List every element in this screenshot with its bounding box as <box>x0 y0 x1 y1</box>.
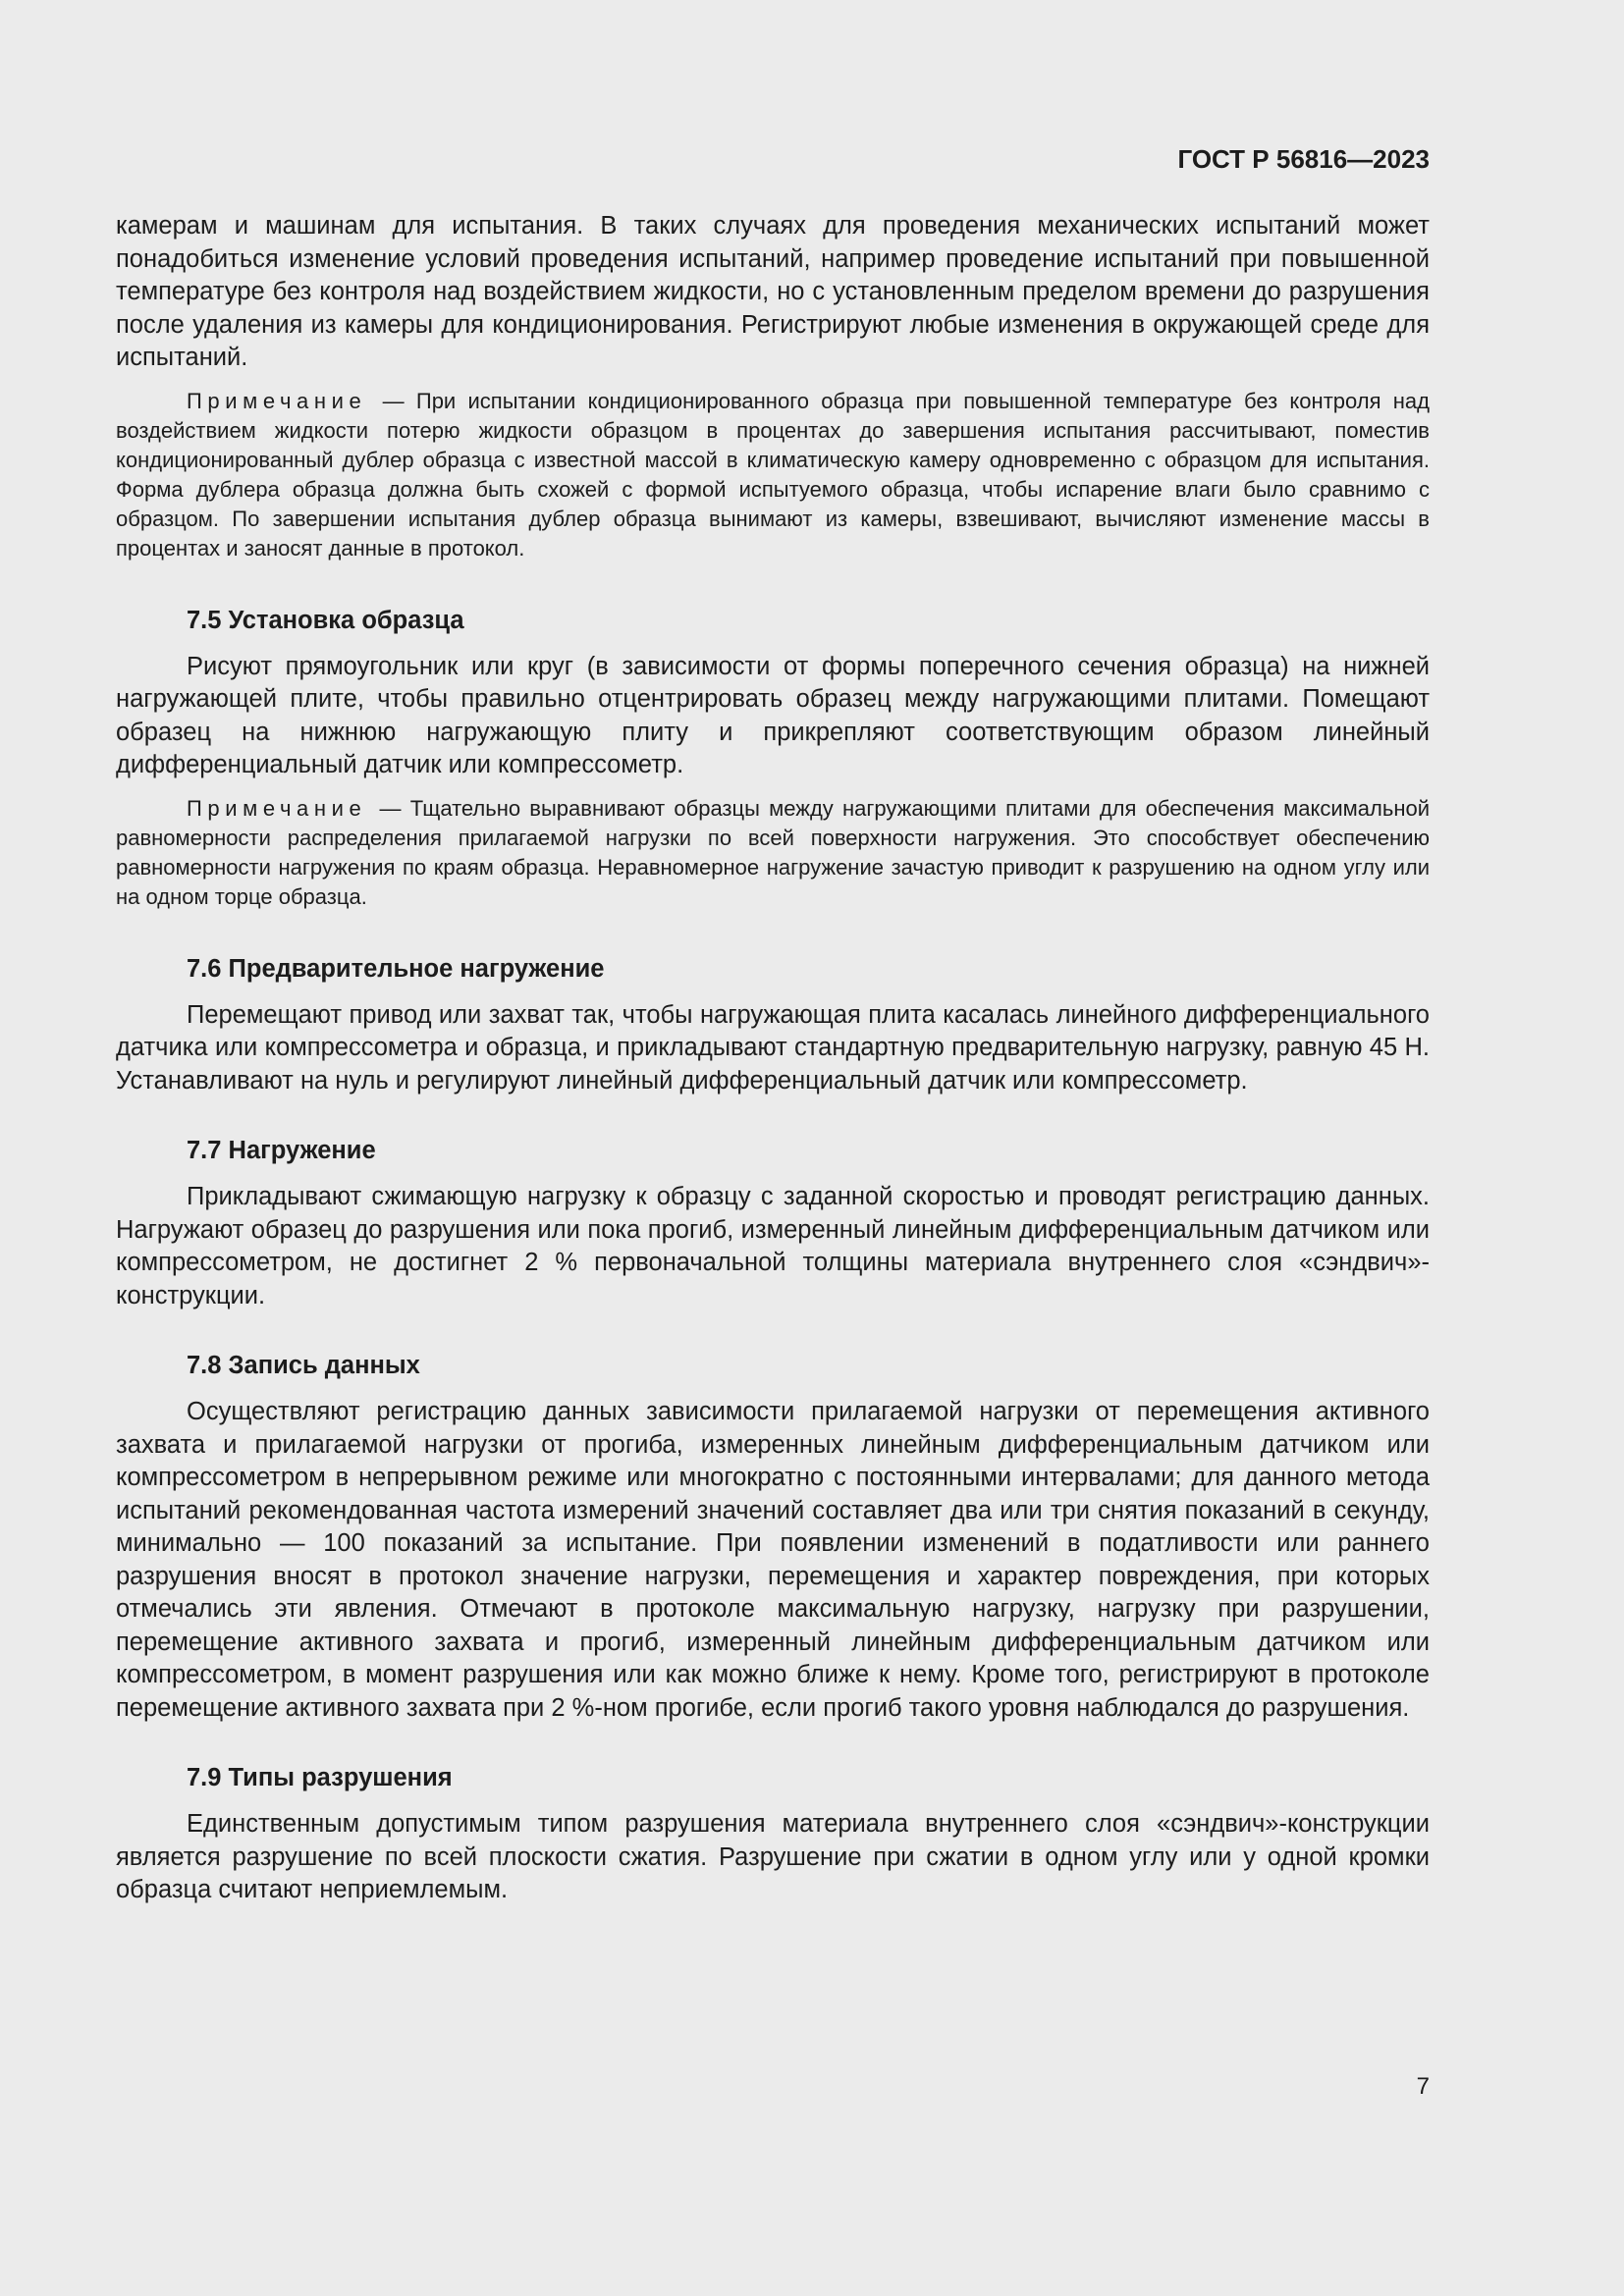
note-label: Примечание <box>187 795 367 821</box>
note-text: — Тщательно выравнивают образцы между нагружающими плитами для обеспечения максимальной равномерности распределения прилагаемой нагрузки по всей поверхности нагружения. Это способствует обеспечению равномерности нагружения по краям образца. Неравномерное нагружение зачастую приводит к разрушению на одном углу или на одном торце образца. <box>116 795 1430 909</box>
section-heading: 7.5 Установка образца <box>187 606 464 634</box>
section-paragraph: Перемещают привод или захват так, чтобы нагружающая плита касалась линейного дифференциального датчика или компрессометра и образца, и прикладывают стандартную предварительную нагрузку, равную 45 Н. Устанавливают на нуль и регулируют линейный дифференциальный датчик или компрессометр. <box>116 1000 1430 1095</box>
section-7-9 <box>116 1762 1430 1907</box>
section-heading: 7.9 Типы разрушения <box>187 1764 453 1791</box>
section-paragraph: Осуществляют регистрацию данных зависимости прилагаемой нагрузки от перемещения активного захвата и прилагаемой нагрузки от прогиба, измеренных линейным дифференциальным датчиком или компрессометром в непрерывном режиме или многократно с постоянными интервалами; для данного метода испытаний рекомендованная частота измерений значений составляет два или три снятия показаний в секунду, минимально — 100 показаний за испытание. При появлении изменений в податливости или раннего разрушения вносят в протокол значение нагрузки, перемещения и характер повреждения, при которых отмечались эти явления. Отмечают в протоколе максимальную нагрузку, нагрузку при разрушении, перемещение активного захвата и прогиб, измеренный линейным дифференциальным датчиком или компрессометром, в момент разрушения или как можно ближе к нему. Кроме того, регистрируют в протоколе перемещение активного захвата при 2 %-ном прогибе, если прогиб такого уровня наблюдался до разрушения. <box>116 1398 1430 1722</box>
section-7-7 <box>116 1135 1430 1312</box>
section-7-8 <box>116 1350 1430 1725</box>
document-page <box>116 143 1430 2254</box>
section-heading: 7.7 Нагружение <box>187 1137 376 1164</box>
section-7-6 <box>116 953 1430 1098</box>
section-paragraph: Прикладывают сжимающую нагрузку к образцу с заданной скоростью и проводят регистрацию данных. Нагружают образец до разрушения или пока прогиб, измеренный линейным дифференциальным датчиком или компрессометром, не достигнет 2 % первоначальной толщины материала внутреннего слоя «сэндвич»-конструкции. <box>116 1183 1430 1309</box>
section-paragraph: Единственным допустимым типом разрушения материала внутреннего слоя «сэндвич»-конструкции является разрушение по всей плоскости сжатия. Разрушение при сжатии в одном углу или у одной кромки образца считают неприемлемым. <box>116 1810 1430 1903</box>
page-number: 7 <box>1416 2073 1430 2100</box>
intro-paragraph: камерам и машинам для испытания. В таких случаях для проведения механических испытаний может понадобиться изменение условий проведения испытаний, например проведение испытаний при повышенной температуре без контроля над воздействием жидкости, но с установленным пределом времени до разрушения после удаления из камеры для кондиционирования. Регистрируют любые изменения в окружающей среде для испытаний. <box>116 212 1430 371</box>
section-heading: 7.8 Запись данных <box>187 1352 420 1379</box>
section-paragraph: Рисуют прямоугольник или круг (в зависимости от формы поперечного сечения образца) на нижней нагружающей плите, чтобы правильно отцентрировать образец между нагружающими плитами. Помещают образец на нижнюю нагружающую плиту и прикрепляют соответствующим образом линейный дифференциальный датчик или компрессометр. <box>116 652 1430 778</box>
section-heading: 7.6 Предварительное нагружение <box>187 954 605 983</box>
section-7-5 <box>116 605 1430 912</box>
section-note <box>116 794 1430 912</box>
standard-designation: ГОСТ Р 56816—2023 <box>1177 144 1430 174</box>
note-label: Примечание <box>187 388 367 413</box>
intro-note <box>116 387 1430 563</box>
note-text: — При испытании кондиционированного образца при повышенной температуре без контроля над воздействием жидкости потерю жидкости образцом в процентах до завершения испытания рассчитывают, поместив кондиционированный дублер образца с известной массой в климатическую камеру одновременно с образцом для испытания. Форма дублера образца должна быть схожей с формой испытуемого образца, чтобы испарение влаги было сравнимо с образцом. По завершении испытания дублер образца вынимают из камеры, взвешивают, вычисляют изменение массы в процентах и заносят данные в протокол. <box>116 388 1430 561</box>
